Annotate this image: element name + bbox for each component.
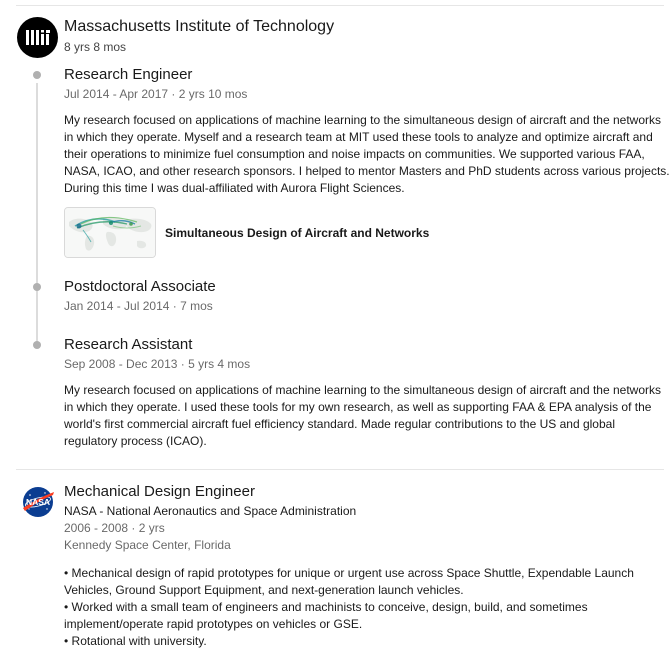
role-dates-research-engineer: Jul 2014 - Apr 2017 · 2 yrs 10 mos — [64, 87, 248, 101]
description-line: My research focused on applications of machine learning to the simultaneous design of aircraft and the networks — [64, 383, 661, 397]
role-description-research-assistant — [64, 382, 661, 450]
role-title-research-engineer: Research Engineer — [64, 66, 193, 83]
company-name-mit[interactable]: Massachusetts Institute of Technology — [64, 18, 335, 35]
description-line: • Worked with a small team of engineers and machinists to conceive, design, build, and sometimes — [64, 600, 588, 614]
mit-logo-icon — [17, 17, 58, 58]
description-line: • Mechanical design of rapid prototypes for unique or urgent use across Space Shuttle, Expendable Launch — [64, 566, 634, 580]
timeline-line — [36, 83, 38, 343]
role-dates-postdoctoral-associate: Jan 2014 - Jul 2014 · 7 mos — [64, 299, 213, 313]
timeline-dot-1 — [33, 71, 41, 79]
role-description-research-engineer — [64, 112, 670, 197]
timeline-dot-3 — [33, 341, 41, 349]
media-title-link[interactable]: Simultaneous Design of Aircraft and Networks — [165, 226, 430, 240]
description-line: • Rotational with university. — [64, 634, 207, 648]
section-divider — [16, 469, 664, 470]
description-line: in which they operate. Myself and a research team at MIT used these tools to analyze and optimize aircraft and — [64, 130, 653, 144]
description-line: implement/operate rapid prototypes on vehicles or GSE. — [64, 617, 363, 631]
world-map-thumbnail-icon — [65, 208, 155, 257]
description-line: regulatory process (ICAO). — [64, 434, 207, 448]
description-line: My research focused on applications of machine learning to the simultaneous design of aircraft and the networks — [64, 113, 661, 127]
description-line: Vehicles, Ground Support Equipment, and next-generation launch vehicles. — [64, 583, 464, 597]
timeline-dot-2 — [33, 283, 41, 291]
top-divider — [16, 5, 664, 6]
role-title-postdoctoral-associate: Postdoctoral Associate — [64, 278, 216, 295]
role-description-nasa — [64, 565, 634, 650]
description-line: world's first commercial aircraft fuel efficiency standard. Made regular contributions to the US and global — [64, 417, 615, 431]
role-title-mechanical-design-engineer: Mechanical Design Engineer — [64, 483, 255, 500]
role-dates-nasa: 2006 - 2008 · 2 yrs — [64, 521, 165, 535]
media-thumbnail[interactable] — [64, 207, 156, 258]
company-tenure-mit: 8 yrs 8 mos — [64, 40, 127, 54]
role-location-nasa: Kennedy Space Center, Florida — [64, 538, 231, 552]
nasa-logo[interactable] — [20, 484, 56, 520]
nasa-meatball-icon — [20, 484, 56, 520]
description-line: their operations to minimize fuel consumption and noise impacts on communities. We supported various FAA, — [64, 147, 645, 161]
role-dates-research-assistant: Sep 2008 - Dec 2013 · 5 yrs 4 mos — [64, 357, 251, 371]
mit-logo[interactable] — [17, 17, 58, 58]
role-title-research-assistant: Research Assistant — [64, 336, 193, 353]
description-line: NASA, ICAO, and other research sponsors. I helped to mentor Masters and PhD students across various projects. — [64, 164, 670, 178]
company-name-nasa[interactable]: NASA - National Aeronautics and Space Administration — [64, 504, 357, 518]
nasa-wordmark: NASA — [25, 497, 51, 507]
description-line: in which they operate. I used these tools for my own research, as well as supporting FAA & EPA analysis of the — [64, 400, 652, 414]
description-line: During this time I was dual-affiliated with Aurora Flight Sciences. — [64, 181, 405, 195]
